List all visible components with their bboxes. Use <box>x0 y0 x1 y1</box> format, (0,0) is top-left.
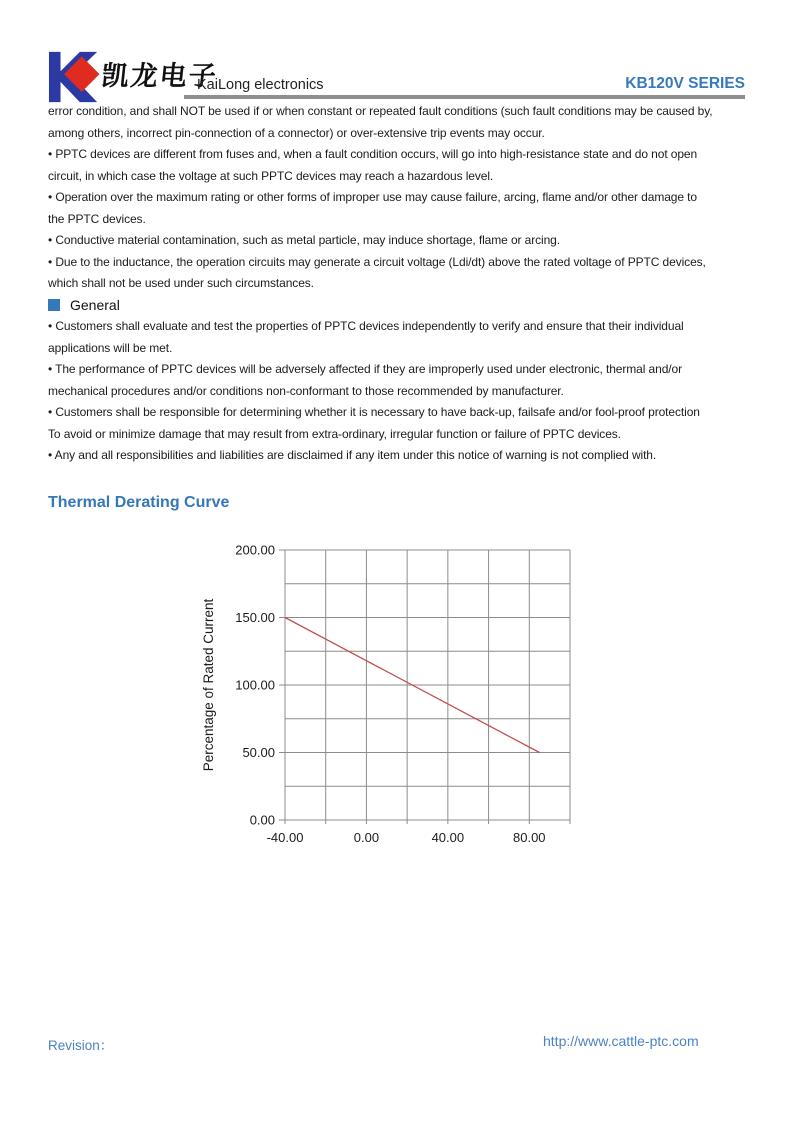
notice-line: To avoid or minimize damage that may result from extra-ordinary, irregular function or failure of PPTC devices. <box>48 426 621 441</box>
notice-line: the PPTC devices. <box>48 211 146 226</box>
series-title: KB120V SERIES <box>625 75 745 92</box>
notice-line: • Due to the inductance, the operation circuits may generate a circuit voltage (Ldi/dt) above the rated voltage of PPTC devices, <box>48 254 706 269</box>
notice-line: error condition, and shall NOT be used if or when constant or repeated fault conditions (such fault conditions may be caused by, <box>48 104 713 118</box>
notice-line: • Customers shall evaluate and test the properties of PPTC devices independently to verify and ensure that their individual <box>48 319 684 333</box>
notice-line: which shall not be used under such circumstances. <box>48 276 314 290</box>
notice-line: • Customers shall be responsible for determining whether it is necessary to have back-up, failsafe and/or fool-proof protection <box>48 405 700 419</box>
section-header-general <box>48 295 748 317</box>
thermal-derating-chart <box>180 535 600 865</box>
notice-line: • Operation over the maximum rating or other forms of improper use may cause failure, arcing, flame and/or other damage to <box>48 190 697 204</box>
section-square-icon <box>48 299 60 311</box>
notice-line: • The performance of PPTC devices will be adversely affected if they are improperly used under electronic, thermal and/or <box>48 362 682 376</box>
thermal-derating-heading: Thermal Derating Curve <box>48 494 230 511</box>
brand-chinese: 凯龙电子 <box>100 61 220 92</box>
revision-label: Revision： <box>48 1038 114 1053</box>
notice-line: • Conductive material contamination, such as metal particle, may induce shortage, flame or arcing. <box>48 233 560 247</box>
notice-line: • Any and all responsibilities and liabilities are disclaimed if any item under this notice of warning is not complied with. <box>48 448 657 462</box>
y-axis-title: Percentage of Rated Current <box>201 598 216 772</box>
x-tick-label: -40.00 <box>266 830 304 845</box>
notice-line: among others, incorrect pin-connection of a connector) or over-extensive trip events may occur. <box>48 125 545 140</box>
y-tick-label: 150.00 <box>235 610 275 625</box>
notice-line: • PPTC devices are different from fuses and, when a fault condition occurs, will go into high-resistance state and do not open <box>48 147 698 161</box>
website-link[interactable]: http://www.cattle-ptc.com <box>543 1033 699 1049</box>
header-divider <box>184 95 745 99</box>
section-title: General <box>70 296 120 313</box>
x-tick-label: 0.00 <box>353 830 380 845</box>
y-tick-label: 100.00 <box>235 677 275 693</box>
y-tick-label: 0.00 <box>249 812 275 828</box>
notice-line: applications will be met. <box>48 340 173 355</box>
notice-line: circuit, in which case the voltage at such PPTC devices may reach a hazardous level. <box>48 168 494 183</box>
notice-text <box>48 101 748 467</box>
logo-k-icon <box>46 50 104 104</box>
y-tick-label: 50.00 <box>242 745 275 760</box>
notice-line: mechanical procedures and/or conditions non-conformant to those recommended by manufacturer. <box>48 383 564 398</box>
x-tick-label: 40.00 <box>431 830 465 845</box>
brand-english: KaiLong electronics <box>197 77 324 93</box>
x-tick-label: 80.00 <box>513 830 546 845</box>
y-tick-label: 200.00 <box>235 542 275 558</box>
